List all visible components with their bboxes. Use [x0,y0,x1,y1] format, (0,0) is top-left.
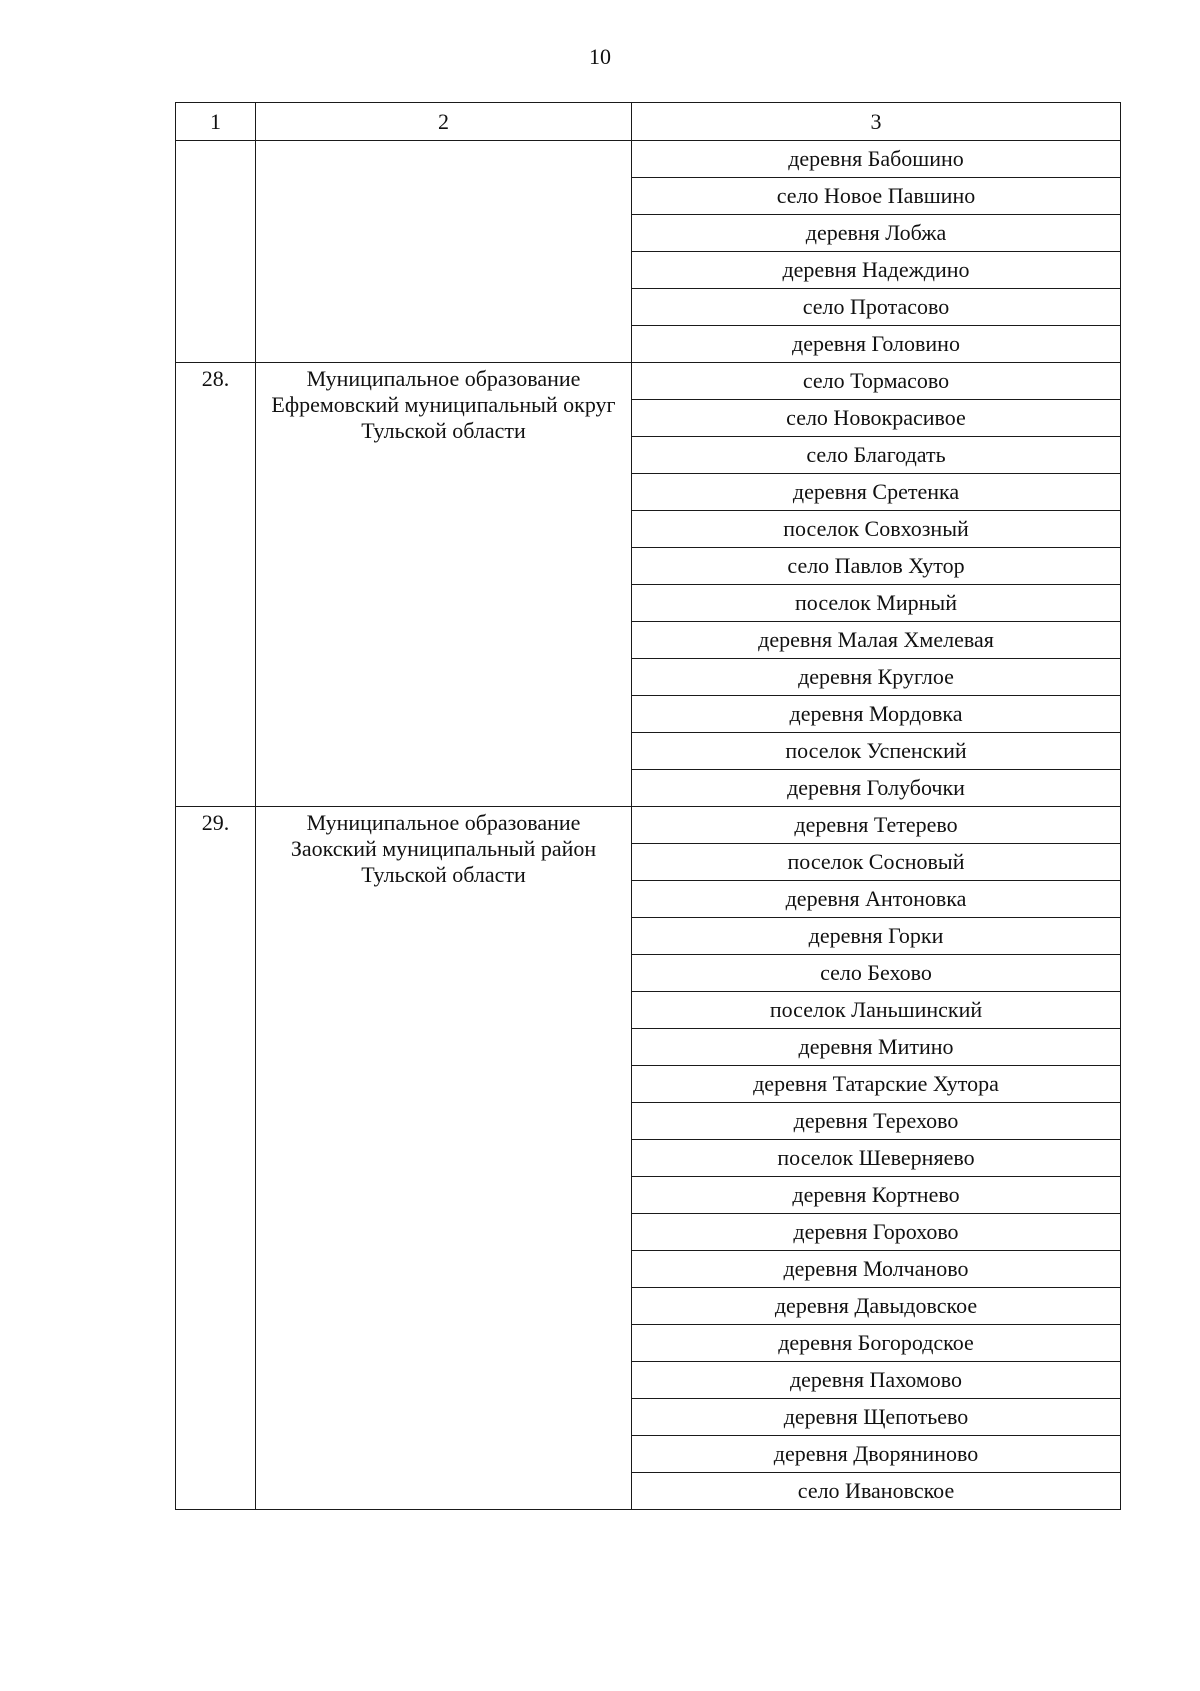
settlement-name: село Новое Павшино [632,178,1121,215]
municipality-name [256,141,632,363]
column-header-3: 3 [632,103,1121,141]
settlement-name: поселок Шеверняево [632,1140,1121,1177]
settlement-name: деревня Татарские Хутора [632,1066,1121,1103]
settlement-name: деревня Молчаново [632,1251,1121,1288]
settlement-name: деревня Щепотьево [632,1399,1121,1436]
table-row [176,141,1121,178]
settlement-name: деревня Пахомово [632,1362,1121,1399]
settlement-name: деревня Надеждино [632,252,1121,289]
row-number: 28. [176,363,256,807]
settlement-name: село Тормасово [632,363,1121,400]
settlement-name: село Новокрасивое [632,400,1121,437]
settlement-name: деревня Антоновка [632,881,1121,918]
settlements-table [175,102,1121,1510]
page-number: 10 [589,44,611,69]
settlement-name: поселок Сосновый [632,844,1121,881]
settlement-name: деревня Горохово [632,1214,1121,1251]
municipality-name: Муниципальное образование Ефремовский муниципальный округ Тульской области [256,363,632,807]
settlement-name: деревня Дворяниново [632,1436,1121,1473]
settlement-name: деревня Митино [632,1029,1121,1066]
row-number [176,141,256,363]
settlement-name: деревня Кортнево [632,1177,1121,1214]
settlement-name: деревня Мордовка [632,696,1121,733]
settlement-name: село Павлов Хутор [632,548,1121,585]
settlement-name: поселок Совхозный [632,511,1121,548]
settlement-name: деревня Давыдовское [632,1288,1121,1325]
settlement-name: деревня Горки [632,918,1121,955]
settlement-name: село Ивановское [632,1473,1121,1510]
settlement-name: деревня Головино [632,326,1121,363]
settlement-name: село Бехово [632,955,1121,992]
settlement-name: село Благодать [632,437,1121,474]
settlement-name: поселок Ланьшинский [632,992,1121,1029]
settlement-name: деревня Голубочки [632,770,1121,807]
table-body [176,141,1121,1510]
row-number: 29. [176,807,256,1510]
table-row [176,807,1121,844]
settlement-name: деревня Бабошино [632,141,1121,178]
column-header-1: 1 [176,103,256,141]
table-row [176,363,1121,400]
header-row [176,103,1121,141]
settlement-name: поселок Успенский [632,733,1121,770]
settlement-name: деревня Круглое [632,659,1121,696]
column-header-2: 2 [256,103,632,141]
settlement-name: деревня Богородское [632,1325,1121,1362]
settlement-name: деревня Тетерево [632,807,1121,844]
settlement-name: деревня Терехово [632,1103,1121,1140]
settlement-name: село Протасово [632,289,1121,326]
settlement-name: деревня Сретенка [632,474,1121,511]
municipality-name: Муниципальное образование Заокский муниципальный район Тульской области [256,807,632,1510]
settlement-name: поселок Мирный [632,585,1121,622]
settlement-name: деревня Лобжа [632,215,1121,252]
table-header [176,103,1121,141]
settlement-name: деревня Малая Хмелевая [632,622,1121,659]
